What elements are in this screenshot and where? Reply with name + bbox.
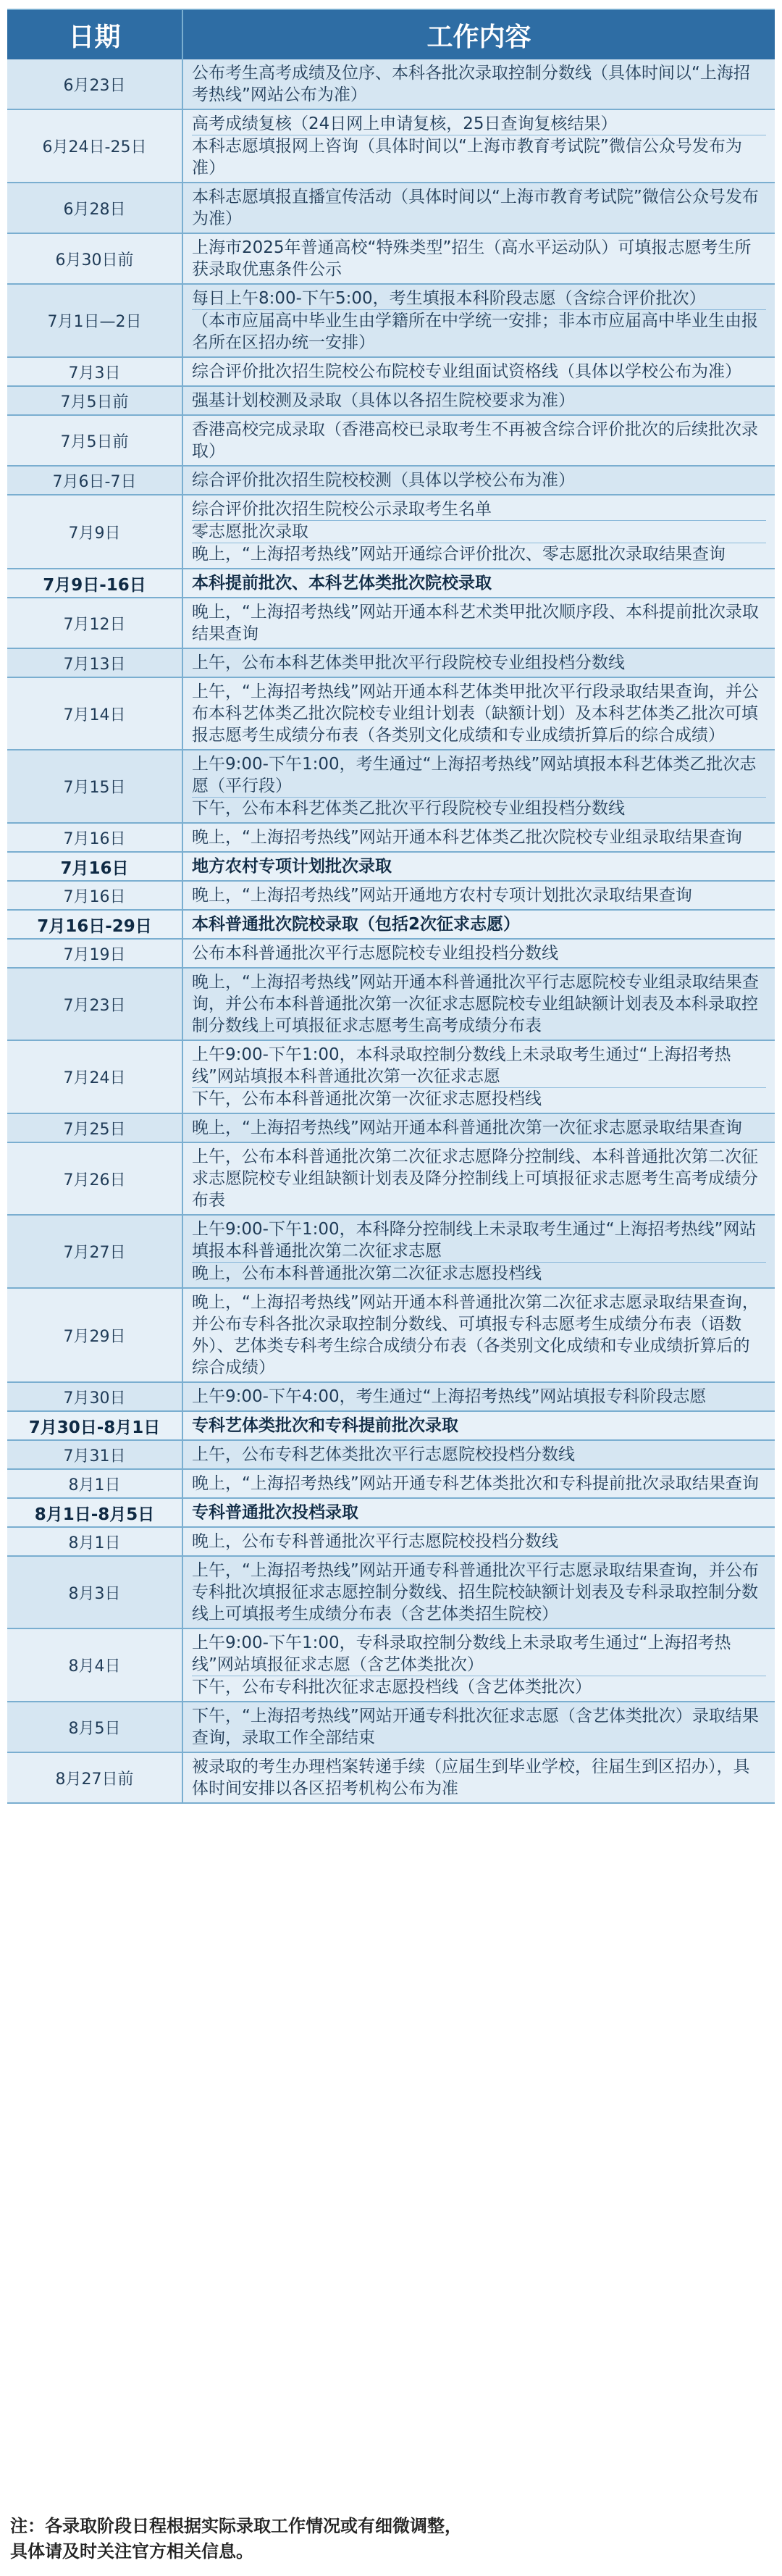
row-date: 8月1日 <box>7 1528 183 1555</box>
table-row <box>7 1289 775 1383</box>
row-content <box>183 598 775 648</box>
row-content-line: 综合评价批次招生院校公示录取考生名单 <box>192 500 492 519</box>
table-row <box>7 285 775 358</box>
schedule-table <box>7 9 775 1804</box>
row-content <box>183 911 775 938</box>
row-date: 7月9日 <box>7 495 183 568</box>
row-content <box>183 824 775 851</box>
row-content-line: 晚上，“上海招考热线”网站开通综合评价批次、零志愿批次录取结果查询 <box>192 543 766 565</box>
row-content-line: 下午，公布本科普通批次第一次征求志愿投档线 <box>192 1087 766 1110</box>
table-row <box>7 183 775 234</box>
table-row <box>7 678 775 750</box>
footnote <box>10 2514 770 2564</box>
row-date: 7月15日 <box>7 750 183 822</box>
row-content-line: 晚上，“上海招考热线”网站开通本科艺术类甲批次顺序段、本科提前批次录取结果查询 <box>192 603 759 643</box>
footnote-line: 注：各录取阶段日程根据实际录取工作情况或有细微调整， <box>10 2516 462 2536</box>
table-row <box>7 1702 775 1753</box>
row-content-line: （本市应届高中毕业生由学籍所在中学统一安排；非本市应届高中毕业生由报名所在区招办统一安排） <box>192 309 766 354</box>
section-row <box>7 1412 775 1441</box>
row-date: 6月23日 <box>7 59 183 109</box>
row-content-line: 地方农村专项计划批次录取 <box>192 857 392 876</box>
row-date: 7月30日 <box>7 1383 183 1410</box>
row-content-line: 被录取的考生办理档案转递手续（应届生到毕业学校，往届生到区招办），具体时间安排以各区招考机构公布为准 <box>192 1757 750 1798</box>
table-row <box>7 1383 775 1412</box>
row-content <box>183 1629 775 1701</box>
row-content-line: 上午，公布本科普通批次第二次征求志愿降分控制线、本科普通批次第二次征求志愿院校专业组缺额计划表及降分控制线上可填报征求志愿考生高考成绩分布表 <box>192 1147 758 1210</box>
row-content <box>183 387 775 414</box>
row-date: 8月3日 <box>7 1557 183 1628</box>
row-content <box>183 569 775 597</box>
row-date: 7月13日 <box>7 649 183 677</box>
row-content <box>183 358 775 385</box>
row-content <box>183 495 775 568</box>
row-date: 7月16日 <box>7 824 183 851</box>
content-column-header: 工作内容 <box>426 22 531 52</box>
row-date: 7月16日 <box>7 882 183 909</box>
table-row <box>7 1143 775 1216</box>
row-content-line: 下午，公布本科艺体类乙批次平行段院校专业组投档分数线 <box>192 797 766 819</box>
row-content <box>183 467 775 494</box>
table-row <box>7 750 775 824</box>
table-row <box>7 598 775 649</box>
row-date: 8月1日-8月5日 <box>7 1499 183 1526</box>
table-row <box>7 1557 775 1629</box>
row-content <box>183 1753 775 1802</box>
row-content-line: 上午9:00-下午1:00，本科录取控制分数线上未录取考生通过“上海招考热线”网站填报本科普通批次第一次征求志愿 <box>192 1045 731 1086</box>
row-content-line: 晚上，“上海招考热线”网站开通地方农村专项计划批次录取结果查询 <box>192 886 692 905</box>
section-row <box>7 853 775 882</box>
table-row <box>7 495 775 569</box>
row-date: 7月16日-29日 <box>7 911 183 938</box>
table-row <box>7 1753 775 1804</box>
row-date: 7月30日-8月1日 <box>7 1412 183 1439</box>
table-row <box>7 969 775 1041</box>
table-row <box>7 1528 775 1557</box>
row-content <box>183 234 775 283</box>
row-content <box>183 1143 775 1214</box>
row-date: 7月14日 <box>7 678 183 749</box>
row-content <box>183 1528 775 1555</box>
row-content-line: 上海市2025年普通高校“特殊类型”招生（高水平运动队）可填报志愿考生所获录取优惠条件公示 <box>192 238 752 279</box>
row-content-line: 强基计划校测及录取（具体以各招生院校要求为准） <box>192 391 575 410</box>
row-content-line: 公布考生高考成绩及位序、本科各批次录取控制分数线（具体时间以“上海招考热线”网站公布为准） <box>192 64 750 104</box>
row-date: 7月23日 <box>7 969 183 1040</box>
table-header <box>7 10 775 59</box>
table-row <box>7 940 775 969</box>
table-row <box>7 110 775 183</box>
row-content-line: 香港高校完成录取（香港高校已录取考生不再被含综合评价批次的后续批次录取） <box>192 420 758 461</box>
table-row <box>7 824 775 853</box>
row-date: 7月16日 <box>7 853 183 880</box>
row-content-line: 公布本科普通批次平行志愿院校专业组投档分数线 <box>192 944 558 963</box>
row-content-line: 零志愿批次录取 <box>192 520 766 543</box>
row-date: 6月28日 <box>7 183 183 233</box>
row-content <box>183 678 775 749</box>
table-body <box>7 59 775 1804</box>
row-content-line: 上午，“上海招考热线”网站开通本科艺体类甲批次平行段录取结果查询，并公布本科艺体类乙批次院校专业组计划表（缺额计划）及本科艺体类乙批次可填报志愿考生成绩分布表（各类别文化成绩和专业成绩折算后的综合成绩） <box>192 682 759 745</box>
row-date: 7月24日 <box>7 1041 183 1113</box>
row-content-line: 本科志愿填报网上咨询（具体时间以“上海市教育考试院”微信公众号发布为准） <box>192 135 766 179</box>
row-content-line: 上午9:00-下午1:00，考生通过“上海招考热线”网站填报本科艺体类乙批次志愿（平行段） <box>192 755 757 795</box>
row-content-line: 上午9:00-下午1:00，专科录取控制分数线上未录取考生通过“上海招考热线”网站填报征求志愿（含艺体类批次） <box>192 1634 731 1674</box>
row-content-line: 本科志愿填报直播宣传活动（具体时间以“上海市教育考试院”微信公众号发布为准） <box>192 188 759 228</box>
row-content <box>183 1114 775 1142</box>
row-content <box>183 649 775 677</box>
table-row <box>7 358 775 387</box>
row-content <box>183 750 775 822</box>
row-content-line: 综合评价批次招生院校公布院校专业组面试资格线（具体以学校公布为准） <box>192 362 741 381</box>
table-row <box>7 1470 775 1499</box>
row-date: 7月5日前 <box>7 387 183 414</box>
row-date: 8月5日 <box>7 1702 183 1752</box>
row-date: 7月25日 <box>7 1114 183 1142</box>
row-content-line: 下午，“上海招考热线”网站开通专科批次征求志愿（含艺体类批次）录取结果查询，录取工作全部结束 <box>192 1707 759 1747</box>
row-date: 8月1日 <box>7 1470 183 1497</box>
row-content <box>183 1470 775 1497</box>
table-row <box>7 1441 775 1470</box>
row-content <box>183 59 775 109</box>
row-content-line: 上午，公布本科艺体类甲批次平行段院校专业组投档分数线 <box>192 653 625 672</box>
row-content <box>183 1557 775 1628</box>
row-date: 7月19日 <box>7 940 183 967</box>
row-content <box>183 416 775 465</box>
section-row <box>7 1499 775 1528</box>
row-content-line: 综合评价批次招生院校校测（具体以学校公布为准） <box>192 471 575 490</box>
row-content <box>183 183 775 233</box>
row-content-line: 本科提前批次、本科艺体类批次院校录取 <box>192 574 492 593</box>
row-content-line: 本科普通批次院校录取（包括2次征求志愿） <box>192 915 521 934</box>
row-content-line: 晚上，公布本科普通批次第二次征求志愿投档线 <box>192 1262 766 1284</box>
row-content <box>183 940 775 967</box>
row-date: 7月27日 <box>7 1216 183 1287</box>
table-row <box>7 1114 775 1143</box>
row-content-line: 上午，公布专科艺体类批次平行志愿院校投档分数线 <box>192 1445 575 1464</box>
row-date: 7月9日-16日 <box>7 569 183 597</box>
row-date: 7月29日 <box>7 1289 183 1381</box>
row-content <box>183 1702 775 1752</box>
row-content <box>183 1499 775 1526</box>
row-date: 6月30日前 <box>7 234 183 283</box>
row-content-line: 专科普通批次投档录取 <box>192 1503 358 1522</box>
row-content <box>183 1383 775 1410</box>
row-date: 7月6日-7日 <box>7 467 183 494</box>
row-date: 7月31日 <box>7 1441 183 1468</box>
row-date: 7月1日—2日 <box>7 285 183 356</box>
row-content <box>183 882 775 909</box>
table-row <box>7 1041 775 1114</box>
row-date: 7月3日 <box>7 358 183 385</box>
table-row <box>7 1216 775 1289</box>
row-content <box>183 285 775 356</box>
row-date: 8月27日前 <box>7 1753 183 1802</box>
table-row <box>7 1629 775 1702</box>
row-content <box>183 110 775 182</box>
row-content-line: 上午，“上海招考热线”网站开通专科普通批次平行志愿录取结果查询，并公布专科批次填报征求志愿控制分数线、招生院校缺额计划表及专科录取控制分数线上可填报考生成绩分布表（含艺体类招生院校） <box>192 1561 759 1623</box>
table-row <box>7 59 775 110</box>
row-date: 7月5日前 <box>7 416 183 465</box>
row-content <box>183 1441 775 1468</box>
table-row <box>7 467 775 495</box>
row-content-line: 晚上，公布专科普通批次平行志愿院校投档分数线 <box>192 1532 558 1551</box>
table-row <box>7 416 775 467</box>
table-row <box>7 649 775 678</box>
row-content-line: 每日上午8:00-下午5:00，考生填报本科阶段志愿（含综合评价批次） <box>192 289 706 308</box>
footnote-line: 具体请及时关注官方相关信息。 <box>10 2541 253 2562</box>
row-date: 8月4日 <box>7 1629 183 1701</box>
row-content <box>183 1216 775 1287</box>
date-column-header: 日期 <box>7 10 183 59</box>
row-content-line: 高考成绩复核（24日网上申请复核，25日查询复核结果） <box>192 114 618 133</box>
table-row <box>7 387 775 416</box>
row-content-line: 晚上，“上海招考热线”网站开通本科普通批次平行志愿院校专业组录取结果查询，并公布本科普通批次第一次征求志愿院校专业组缺额计划表及本科录取控制分数线上可填报征求志愿考生高考成绩分布表 <box>192 973 759 1035</box>
row-content <box>183 1412 775 1439</box>
row-date: 7月12日 <box>7 598 183 648</box>
row-content <box>183 1041 775 1113</box>
row-content <box>183 969 775 1040</box>
row-content-line: 晚上，“上海招考热线”网站开通本科普通批次第一次征求志愿录取结果查询 <box>192 1118 742 1137</box>
row-content-line: 下午，公布专科批次征求志愿投档线（含艺体类批次） <box>192 1676 766 1698</box>
row-content-line: 晚上，“上海招考热线”网站开通专科艺体类批次和专科提前批次录取结果查询 <box>192 1474 759 1493</box>
row-content-line: 上午9:00-下午4:00，考生通过“上海招考热线”网站填报专科阶段志愿 <box>192 1387 707 1406</box>
row-content-line: 晚上，“上海招考热线”网站开通本科艺体类乙批次院校专业组录取结果查询 <box>192 828 742 847</box>
row-content <box>183 1289 775 1381</box>
table-row <box>7 234 775 285</box>
section-row <box>7 569 775 598</box>
row-content-line: 专科艺体类批次和专科提前批次录取 <box>192 1416 458 1435</box>
row-content-line: 晚上，“上海招考热线”网站开通本科普通批次第二次征求志愿录取结果查询，并公布专科各批次录取控制分数线、可填报专科志愿考生成绩分布表（语数外）、艺体类专科考生综合成绩分布表（各类别文化成绩和专业成绩折算后的综合成绩） <box>192 1293 759 1377</box>
row-content-line: 上午9:00-下午1:00，本科降分控制线上未录取考生通过“上海招考热线”网站填报本科普通批次第二次征求志愿 <box>192 1220 757 1260</box>
row-date: 7月26日 <box>7 1143 183 1214</box>
table-row <box>7 882 775 911</box>
row-content <box>183 853 775 880</box>
section-row <box>7 911 775 940</box>
row-date: 6月24日-25日 <box>7 110 183 182</box>
